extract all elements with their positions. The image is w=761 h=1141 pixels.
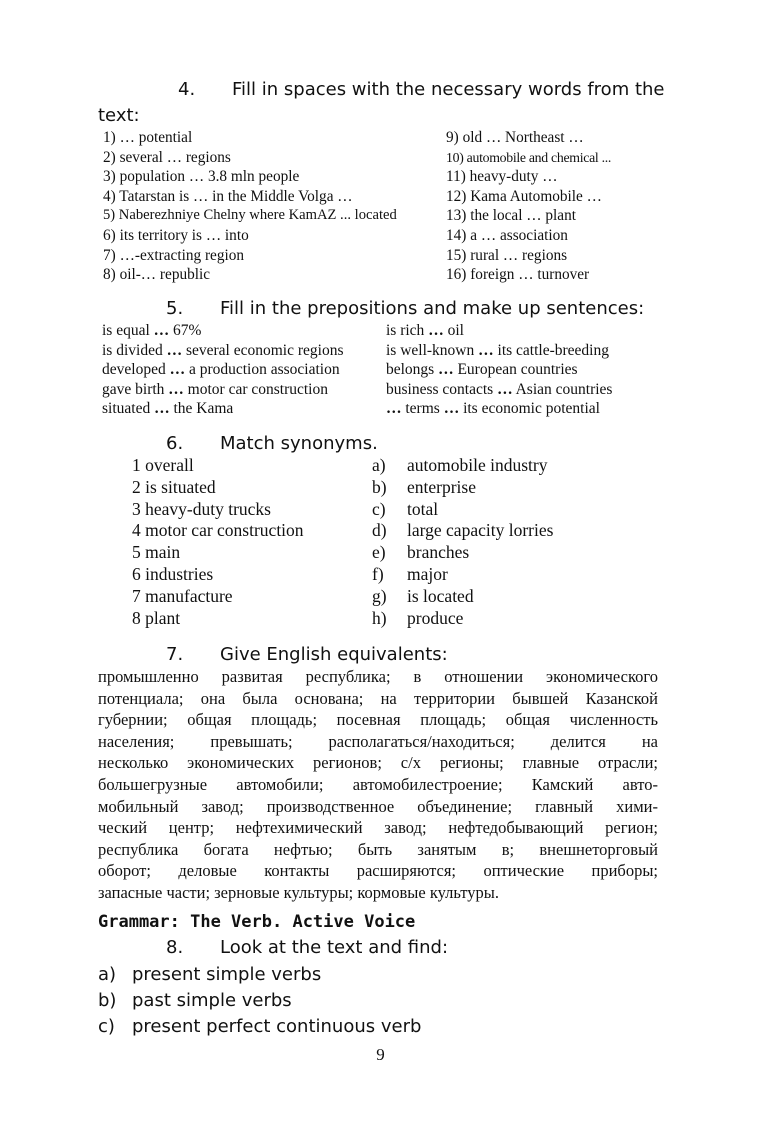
paragraph-line: запасные части; зерновые культуры; кормовые культуры. — [98, 882, 499, 902]
item-text: present simple verbs — [132, 964, 322, 985]
exercise-8-item — [98, 990, 292, 1011]
exercise-6-letter-column — [372, 455, 387, 629]
exercise-4-item: 15) rural … regions — [446, 246, 568, 264]
exercise-5-item: is equal … 67% — [102, 322, 202, 339]
exercise-4-item: 1) … potential — [103, 129, 193, 146]
exercise-5-item: developed … a production association — [102, 361, 340, 378]
exercise-4-item: 8) oil-… republic — [103, 266, 211, 284]
synonym-term: 8 plant — [132, 607, 181, 628]
synonym-letter: d) — [372, 520, 387, 541]
paragraph-line: мобильный завод; производственное объединение; главный хими- — [98, 796, 658, 816]
paragraph-line: несколько экономических регионов; с/х регионы; главные отрасли; — [98, 753, 658, 773]
page-number: 9 — [376, 1045, 385, 1064]
exercise-5-item: is well-known … its cattle-breeding — [386, 341, 609, 359]
exercise-8-number: 8. — [166, 937, 184, 958]
synonym-option: branches — [407, 542, 470, 563]
synonym-option: enterprise — [407, 476, 476, 497]
exercise-8-title: Look at the text and find: — [220, 937, 449, 958]
synonym-letter: a) — [372, 455, 386, 475]
exercise-4-title: Fill in spaces with the necessary words from the — [232, 79, 665, 100]
synonym-option: total — [407, 498, 439, 519]
exercise-6-left-column — [132, 455, 304, 629]
exercise-5-item: situated … the Kama — [102, 400, 234, 417]
synonym-term: 3 heavy-duty trucks — [132, 498, 271, 519]
grammar-heading: Grammar: The Verb. Active Voice — [98, 912, 416, 932]
paragraph-line: губернии; общая площадь; посевная площадь; общая численность — [98, 710, 658, 730]
exercise-5-heading — [166, 298, 644, 319]
exercise-4-item: 7) …-extracting region — [103, 246, 245, 264]
exercise-4-item: 13) the local … plant — [446, 207, 576, 225]
exercise-4-item: 11) heavy-duty … — [446, 168, 558, 186]
exercise-4-item: 2) several … regions — [103, 148, 231, 166]
exercise-5-item: is divided … several economic regions — [102, 341, 344, 359]
exercise-5-number: 5. — [166, 298, 184, 319]
paragraph-line: населения; превышать; располагаться/находиться; делится на — [98, 731, 658, 751]
exercise-5-item: is rich … oil — [386, 322, 464, 339]
synonym-term: 5 main — [132, 542, 181, 563]
exercise-5-right-column — [386, 321, 612, 419]
exercise-4-item: 10) automobile and chemical ... — [446, 149, 612, 165]
exercise-7-heading — [166, 644, 448, 665]
exercise-4-heading — [178, 79, 664, 100]
exercise-8-heading — [166, 937, 448, 958]
synonym-option: large capacity lorries — [407, 520, 554, 541]
paragraph-line: потенциала; она была основана; на территории бывшей Казанской — [98, 688, 658, 708]
paragraph-line: оборот; деловые контакты расширяются; оптические приборы; — [98, 861, 658, 881]
synonym-letter: f) — [372, 563, 384, 584]
exercise-4-title-continuation: text: — [98, 105, 140, 126]
exercise-6-number: 6. — [166, 433, 184, 454]
exercise-7-paragraph — [98, 666, 658, 904]
synonym-term: 7 manufacture — [132, 585, 233, 606]
paragraph-line: ческий центр; нефтехимический завод; нефтедобывающий регион; — [98, 818, 658, 838]
exercise-7-number: 7. — [166, 644, 184, 665]
item-letter: b) — [98, 990, 117, 1011]
exercise-4-number: 4. — [178, 79, 196, 100]
synonym-term: 1 overall — [132, 455, 194, 475]
exercise-5-item: … terms … its economic potential — [386, 400, 600, 417]
synonym-term: 2 is situated — [132, 476, 216, 497]
exercise-4-item: 16) foreign … turnover — [446, 266, 590, 284]
exercise-4-item: 5) Naberezhniye Chelny where KamAZ ... located — [103, 207, 397, 224]
synonym-letter: c) — [372, 498, 386, 519]
exercise-5-left-column — [102, 321, 344, 419]
exercise-4-item: 12) Kama Automobile … — [446, 187, 602, 205]
exercise-6-right-column — [407, 455, 553, 629]
exercise-6-title: Match synonyms. — [220, 433, 378, 454]
exercise-4-item: 9) old … Northeast … — [446, 129, 584, 146]
exercise-4-item: 3) population … 3.8 mln people — [103, 168, 300, 186]
exercise-7-title: Give English equivalents: — [220, 644, 448, 665]
exercise-5-item: business contacts … Asian countries — [386, 380, 613, 398]
item-letter: a) — [98, 964, 117, 985]
synonym-letter: e) — [372, 542, 386, 563]
exercise-5-title: Fill in the prepositions and make up sentences: — [220, 298, 645, 319]
synonym-letter: g) — [372, 585, 387, 606]
paragraph-line: большегрузные автомобили; автомобилестроение; Камский авто- — [98, 774, 658, 794]
item-text: present perfect continuous verb — [132, 1016, 422, 1037]
exercise-8-item — [98, 964, 321, 985]
exercise-5-item: gave birth … motor car construction — [102, 380, 328, 398]
synonym-term: 4 motor car construction — [132, 520, 304, 541]
synonym-letter: h) — [372, 607, 387, 628]
exercise-4-item: 6) its territory is … into — [103, 226, 249, 244]
exercise-6-heading — [166, 433, 378, 454]
item-letter: c) — [98, 1016, 115, 1037]
paragraph-line: республика богата нефтью; быть занятым в; внешнеторговый — [98, 839, 658, 859]
synonym-term: 6 industries — [132, 563, 214, 584]
exercise-4-right-column — [446, 128, 611, 285]
exercise-4-item: 4) Tatarstan is … in the Middle Volga … — [103, 187, 353, 205]
exercise-4-left-column — [103, 128, 397, 285]
synonym-option: produce — [407, 607, 464, 628]
synonym-letter: b) — [372, 476, 387, 497]
synonym-option: major — [407, 563, 448, 584]
exercise-5-item: belongs … European countries — [386, 361, 578, 378]
synonym-option: automobile industry — [407, 455, 548, 475]
exercise-8-item — [98, 1016, 421, 1037]
item-text: past simple verbs — [132, 990, 292, 1011]
paragraph-line: промышленно развитая республика; в отношении экономического — [98, 667, 658, 686]
exercise-4-item: 14) a … association — [446, 226, 568, 244]
synonym-option: is located — [407, 585, 474, 606]
